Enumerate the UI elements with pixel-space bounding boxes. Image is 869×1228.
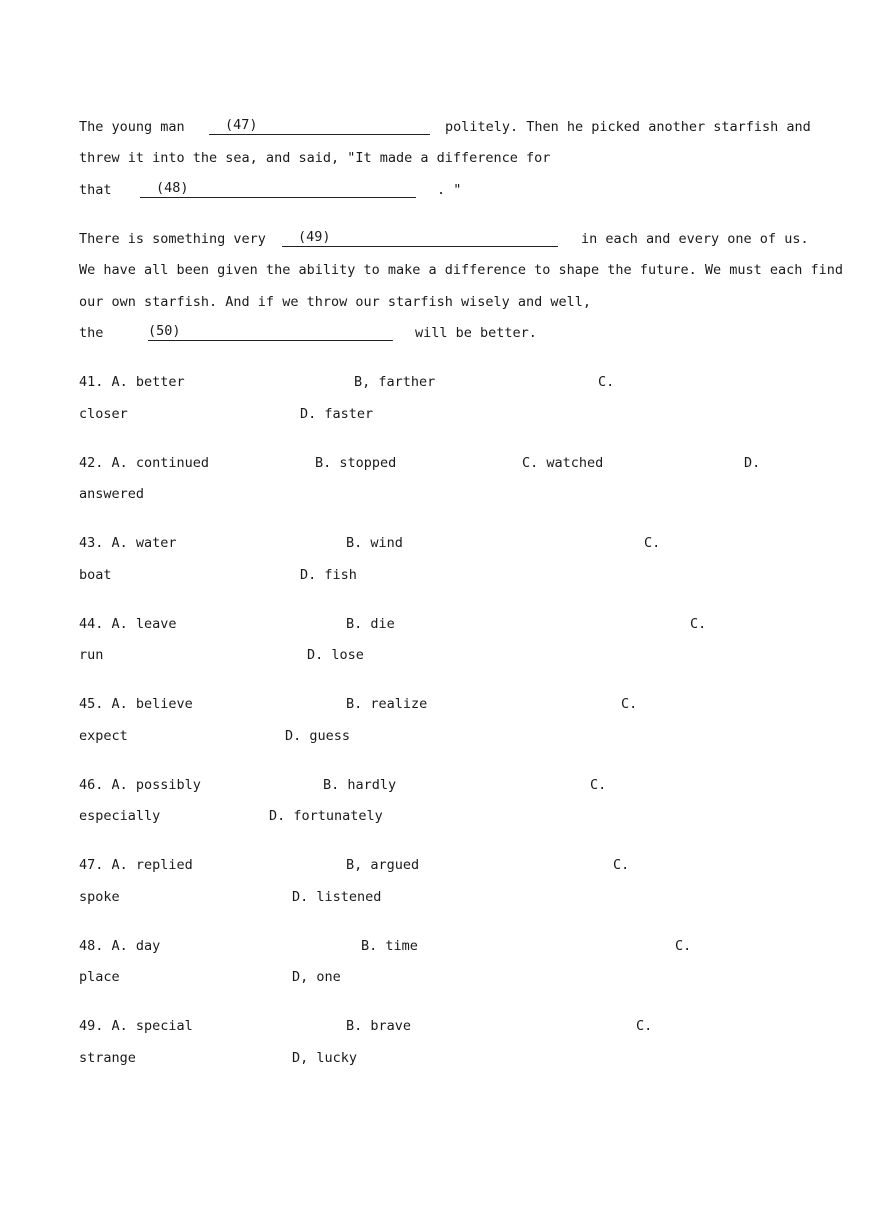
question-46-option-d[interactable]: D. fortunately <box>269 808 383 824</box>
question-45-option-d[interactable]: D. guess <box>285 728 351 744</box>
passage-text: The young man <box>79 119 185 135</box>
question-49-option-a[interactable]: 49. A. special <box>79 1018 193 1034</box>
question-49-option-c-text[interactable]: strange <box>79 1050 136 1066</box>
blank-number: (50) <box>148 323 181 339</box>
question-47-option-b[interactable]: B, argued <box>346 857 420 873</box>
question-46-option-a[interactable]: 46. A. possibly <box>79 777 201 793</box>
passage-text: There is something very <box>79 231 266 247</box>
passage-text: politely. Then he picked another starfish and <box>445 119 811 135</box>
passage-text: in each and every one of us. <box>581 231 809 247</box>
question-41-option-a[interactable]: 41. A. better <box>79 374 185 390</box>
question-46-option-c-label[interactable]: C. <box>590 777 607 793</box>
question-43-option-c-label[interactable]: C. <box>644 535 661 551</box>
blank-number: (49) <box>298 229 331 245</box>
question-46-option-c-text[interactable]: especially <box>79 808 161 824</box>
answer-blank-49[interactable] <box>282 231 558 247</box>
question-45-option-b[interactable]: B. realize <box>346 696 428 712</box>
question-46-option-b[interactable]: B. hardly <box>323 777 397 793</box>
question-42-option-b[interactable]: B. stopped <box>315 455 397 471</box>
answer-blank-47[interactable] <box>209 119 430 135</box>
passage-text: We have all been given the ability to make a difference to shape the future. We must each find <box>79 262 844 278</box>
passage-text: threw it into the sea, and said, "It made a difference for <box>79 150 551 166</box>
question-43-option-b[interactable]: B. wind <box>346 535 403 551</box>
question-48-option-c-text[interactable]: place <box>79 969 120 985</box>
passage-text: the <box>79 325 104 341</box>
passage-text: that <box>79 182 112 198</box>
question-42-option-d-label[interactable]: D. <box>744 455 761 471</box>
question-49-option-d[interactable]: D, lucky <box>292 1050 358 1066</box>
question-44-option-d[interactable]: D. lose <box>307 647 364 663</box>
blank-number: (47) <box>225 117 258 133</box>
question-47-option-d[interactable]: D. listened <box>292 889 382 905</box>
question-42-option-c[interactable]: C. watched <box>522 455 604 471</box>
answer-blank-50[interactable] <box>148 325 393 341</box>
question-43-option-d[interactable]: D. fish <box>300 567 357 583</box>
question-47-option-a[interactable]: 47. A. replied <box>79 857 193 873</box>
question-48-option-c-label[interactable]: C. <box>675 938 692 954</box>
question-48-option-b[interactable]: B. time <box>361 938 418 954</box>
question-48-option-a[interactable]: 48. A. day <box>79 938 161 954</box>
question-49-option-c-label[interactable]: C. <box>636 1018 653 1034</box>
blank-number: (48) <box>156 180 189 196</box>
question-48-option-d[interactable]: D, one <box>292 969 341 985</box>
question-41-option-b[interactable]: B, farther <box>354 374 436 390</box>
question-49-option-b[interactable]: B. brave <box>346 1018 412 1034</box>
question-42-option-d-text[interactable]: answered <box>79 486 145 502</box>
passage-text: our own starfish. And if we throw our starfish wisely and well, <box>79 294 592 310</box>
question-45-option-a[interactable]: 45. A. believe <box>79 696 193 712</box>
question-43-option-a[interactable]: 43. A. water <box>79 535 177 551</box>
question-47-option-c-label[interactable]: C. <box>613 857 630 873</box>
question-44-option-a[interactable]: 44. A. leave <box>79 616 177 632</box>
question-44-option-b[interactable]: B. die <box>346 616 395 632</box>
question-41-option-d[interactable]: D. faster <box>300 406 374 422</box>
question-41-option-c-label[interactable]: C. <box>598 374 615 390</box>
answer-blank-48[interactable] <box>140 182 416 198</box>
question-41-option-c-text[interactable]: closer <box>79 406 128 422</box>
question-45-option-c-text[interactable]: expect <box>79 728 128 744</box>
passage-text: will be better. <box>415 325 537 341</box>
question-44-option-c-label[interactable]: C. <box>690 616 707 632</box>
passage-text: . " <box>437 182 462 198</box>
question-47-option-c-text[interactable]: spoke <box>79 889 120 905</box>
question-45-option-c-label[interactable]: C. <box>621 696 638 712</box>
question-44-option-c-text[interactable]: run <box>79 647 104 663</box>
question-42-option-a[interactable]: 42. A. continued <box>79 455 210 471</box>
question-43-option-c-text[interactable]: boat <box>79 567 112 583</box>
